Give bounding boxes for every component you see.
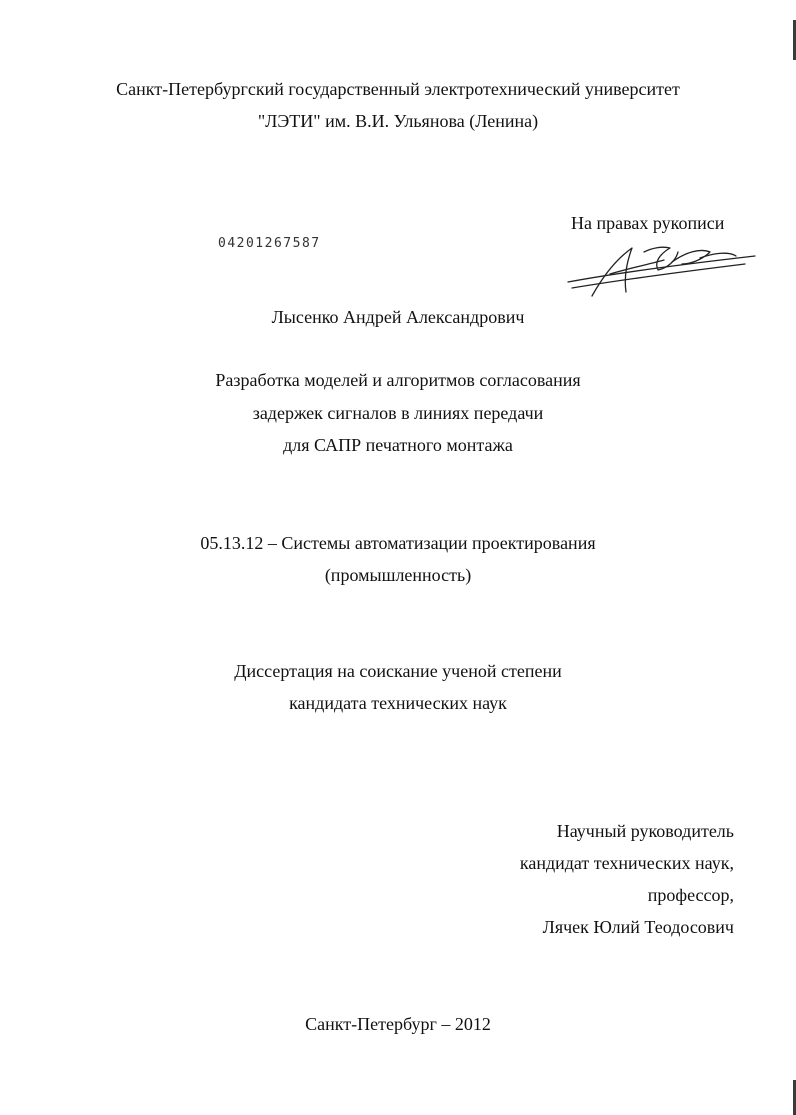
university-name-line-2: "ЛЭТИ" им. В.И. Ульянова (Ленина) (257, 111, 539, 131)
degree-line-1: Диссертация на соискание ученой степени (234, 661, 562, 681)
supervisor-name: Лячек Юлий Теодосович (542, 917, 734, 937)
manuscript-mark: На правах рукописи (571, 213, 725, 233)
thesis-title-line-1: Разработка моделей и алгоритмов согласования (215, 370, 581, 390)
author-name: Лысенко Андрей Александрович (271, 307, 525, 327)
supervisor-label: Научный руководитель (556, 821, 734, 841)
thesis-title-line-3: для САПР печатного монтажа (283, 435, 513, 455)
specialty-code-line: 05.13.12 – Системы автоматизации проектирования (200, 533, 596, 553)
city-year: Санкт-Петербург – 2012 (305, 1014, 491, 1034)
supervisor-title: профессор, (647, 885, 734, 905)
registration-number-stamp: 04201267587 (218, 236, 321, 251)
university-name-line-1: Санкт-Петербургский государственный электротехнический университет (116, 79, 680, 99)
specialty-qualifier: (промышленность) (324, 565, 472, 585)
degree-line-2: кандидата технических наук (289, 693, 507, 713)
signature-image (560, 238, 760, 300)
supervisor-degree: кандидат технических наук, (519, 853, 734, 873)
thesis-title-line-2: задержек сигналов в линиях передачи (252, 403, 544, 423)
